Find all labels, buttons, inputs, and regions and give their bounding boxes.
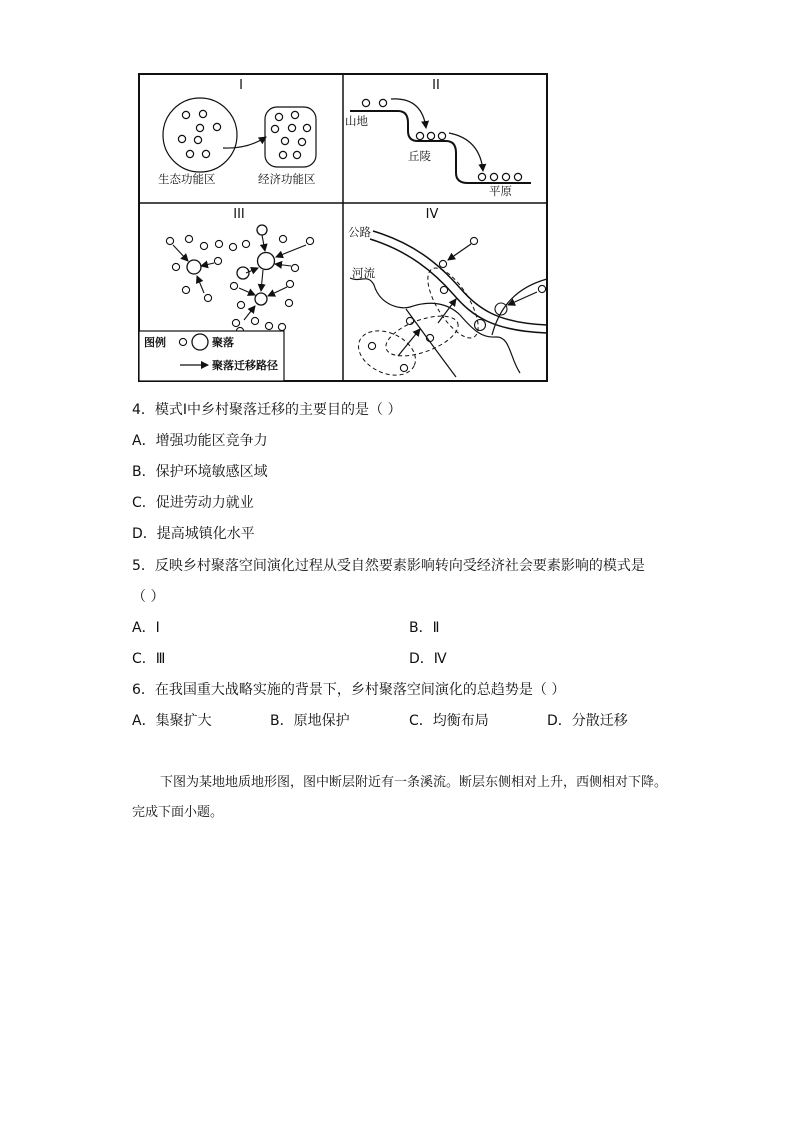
question-6-option-d[interactable]: D．分散迁移 xyxy=(547,713,628,729)
question-4-option-c[interactable]: C．促进劳动力就业 xyxy=(132,495,254,511)
question-6-option-c[interactable]: C．均衡布局 xyxy=(409,713,489,729)
next-section-intro: 下图为某地地质地形图，图中断层附近有一条溪流。断层东侧相对上升，西侧相对下降。完成下面小题。 xyxy=(132,775,668,820)
river-label: 河流 xyxy=(352,266,375,280)
question-6-option-a[interactable]: A．集聚扩大 xyxy=(132,713,212,729)
question-5-stem: 5．反映乡村聚落空间演化过程从受自然要素影响转向受经济社会要素影响的模式是 xyxy=(132,558,645,574)
question-5-option-b[interactable]: B．Ⅱ xyxy=(409,620,440,636)
question-5-stem-cont: （ ） xyxy=(132,589,165,605)
question-4-option-d[interactable]: D．提高城镇化水平 xyxy=(132,526,255,542)
settlement-evolution-figure xyxy=(138,73,548,382)
road-label: 公路 xyxy=(348,225,371,239)
plain-label: 平原 xyxy=(489,184,512,198)
legend-settlement-label: 聚落 xyxy=(212,336,234,349)
question-5-option-a[interactable]: A．Ⅰ xyxy=(132,620,160,636)
panel-3-label: III xyxy=(233,207,245,222)
panel-2-label: II xyxy=(432,78,440,93)
mountain-label: 山地 xyxy=(345,114,368,128)
question-6-stem: 6．在我国重大战略实施的背景下，乡村聚落空间演化的总趋势是（ ） xyxy=(132,682,566,698)
legend-title: 图例 xyxy=(144,336,166,349)
question-4-option-a[interactable]: A．增强功能区竞争力 xyxy=(132,433,268,449)
question-5-option-c[interactable]: C．Ⅲ xyxy=(132,651,166,667)
ecological-zone-label: 生态功能区 xyxy=(158,172,216,186)
question-4-stem: 4．模式Ⅰ中乡村聚落迁移的主要目的是（ ） xyxy=(132,402,402,418)
economic-zone-label: 经济功能区 xyxy=(258,172,316,186)
figure-svg xyxy=(138,73,548,382)
legend-path-label: 聚落迁移路径 xyxy=(212,359,278,372)
hill-label: 丘陵 xyxy=(408,149,431,163)
panel-4-label: IV xyxy=(425,207,439,222)
question-5-option-d[interactable]: D．Ⅳ xyxy=(409,651,447,667)
question-4-option-b[interactable]: B．保护环境敏感区域 xyxy=(132,464,268,480)
question-6-option-b[interactable]: B．原地保护 xyxy=(270,713,350,729)
panel-1-label: I xyxy=(239,78,243,93)
